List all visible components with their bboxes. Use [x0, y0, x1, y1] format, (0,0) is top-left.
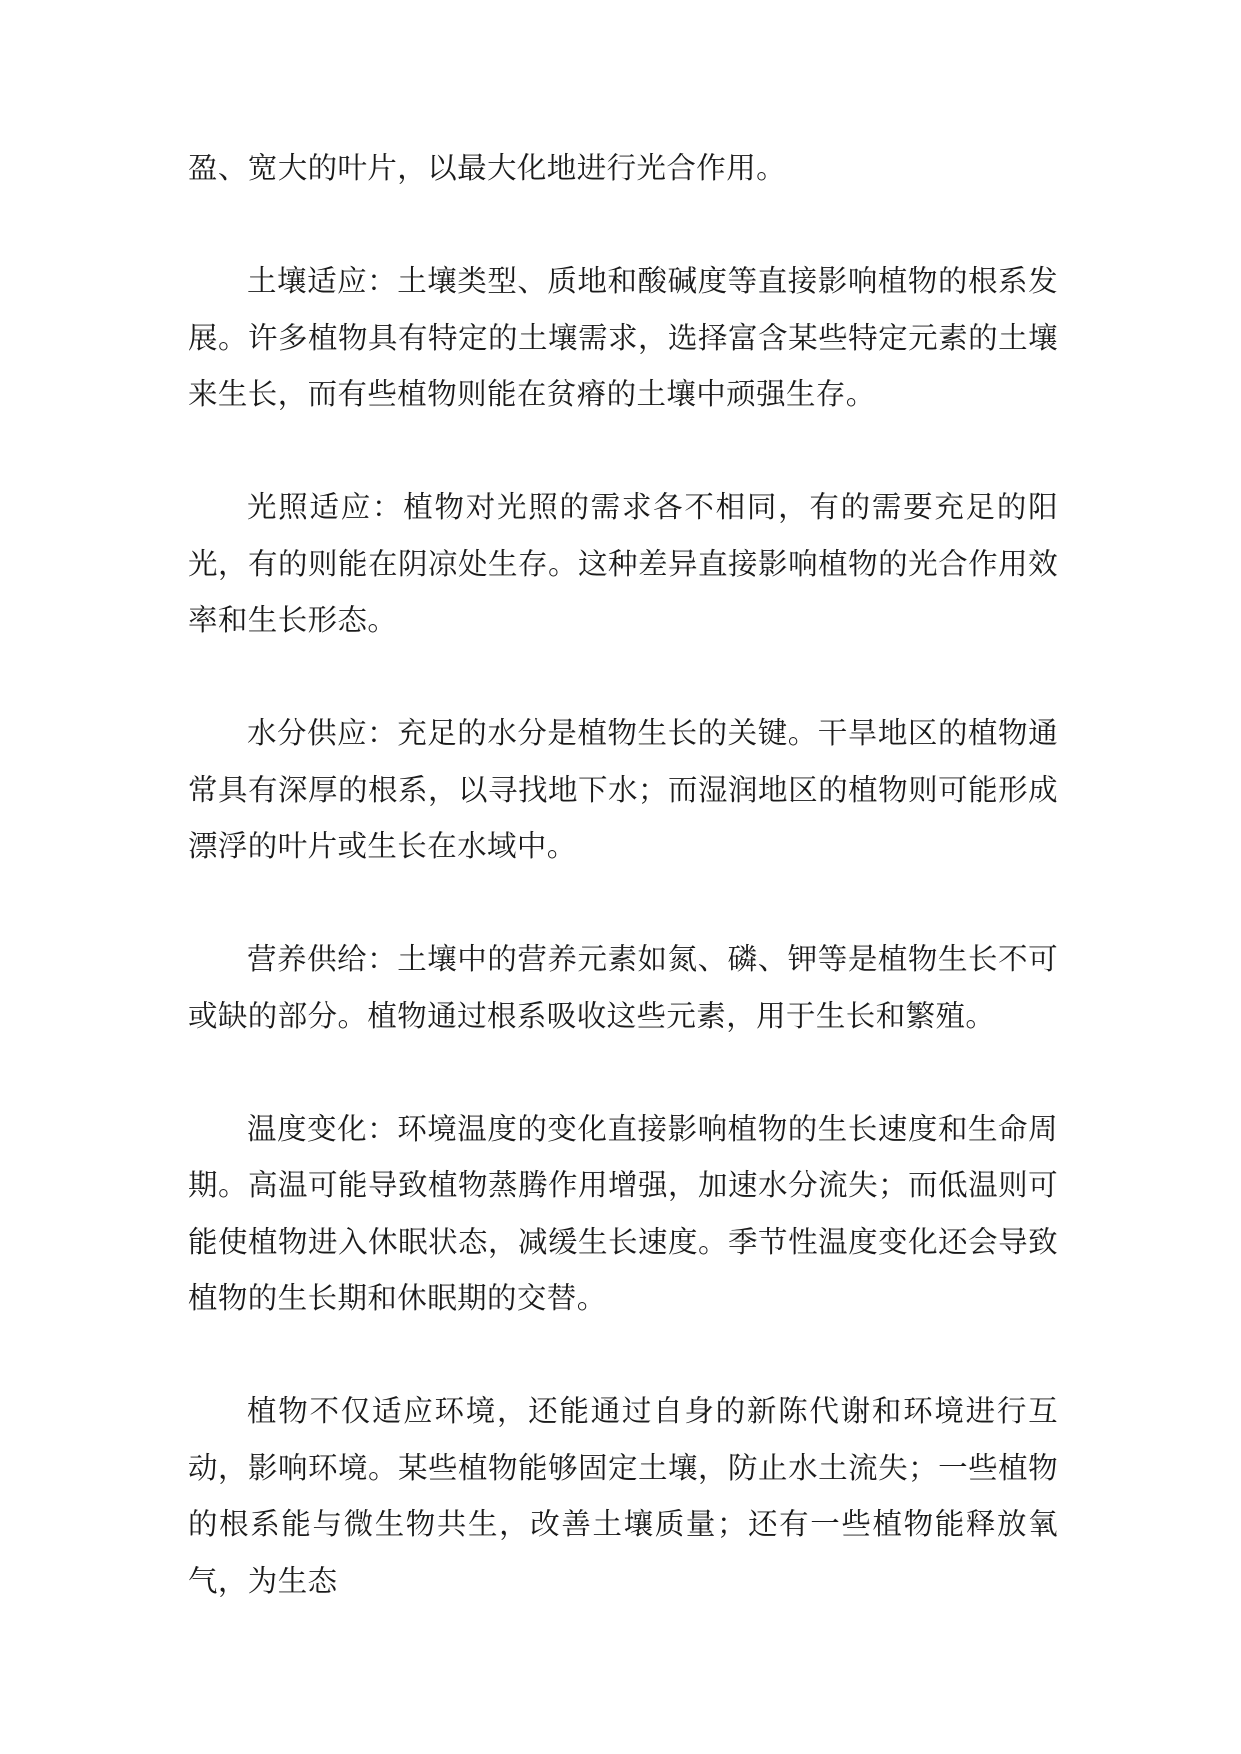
paragraph-light-adaptation: 光照适应：植物对光照的需求各不相同，有的需要充足的阳光，有的则能在阴凉处生存。这种差异直接影响植物的光合作用效率和生长形态。	[188, 490, 1058, 637]
paragraph-water-supply: 水分供应：充足的水分是植物生长的关键。干旱地区的植物通常具有深厚的根系，以寻找地下水；而湿润地区的植物则可能形成漂浮的叶片或生长在水域中。	[188, 716, 1058, 863]
paragraph-nutrient-supply: 营养供给：土壤中的营养元素如氮、磷、钾等是植物生长不可或缺的部分。植物通过根系吸收这些元素，用于生长和繁殖。	[188, 942, 1058, 1033]
paragraph-temperature-change: 温度变化：环境温度的变化直接影响植物的生长速度和生命周期。高温可能导致植物蒸腾作用增强，加速水分流失；而低温则可能使植物进入休眠状态，减缓生长速度。季节性温度变化还会导致植物的生长期和休眠期的交替。	[188, 1111, 1058, 1315]
paragraph-plant-environment-interaction: 植物不仅适应环境，还能通过自身的新陈代谢和环境进行互动，影响环境。某些植物能够固定土壤，防止水土流失；一些植物的根系能与微生物共生，改善土壤质量；还有一些植物能释放氧气，为生态	[188, 1394, 1058, 1598]
document-body	[188, 140, 1058, 1666]
paragraph-soil-adaptation: 土壤适应：土壤类型、质地和酸碱度等直接影响植物的根系发展。许多植物具有特定的土壤需求，选择富含某些特定元素的土壤来生长，而有些植物则能在贫瘠的土壤中顽强生存。	[188, 264, 1058, 411]
paragraph-leaf-continuation: 盈、宽大的叶片，以最大化地进行光合作用。	[188, 151, 787, 185]
